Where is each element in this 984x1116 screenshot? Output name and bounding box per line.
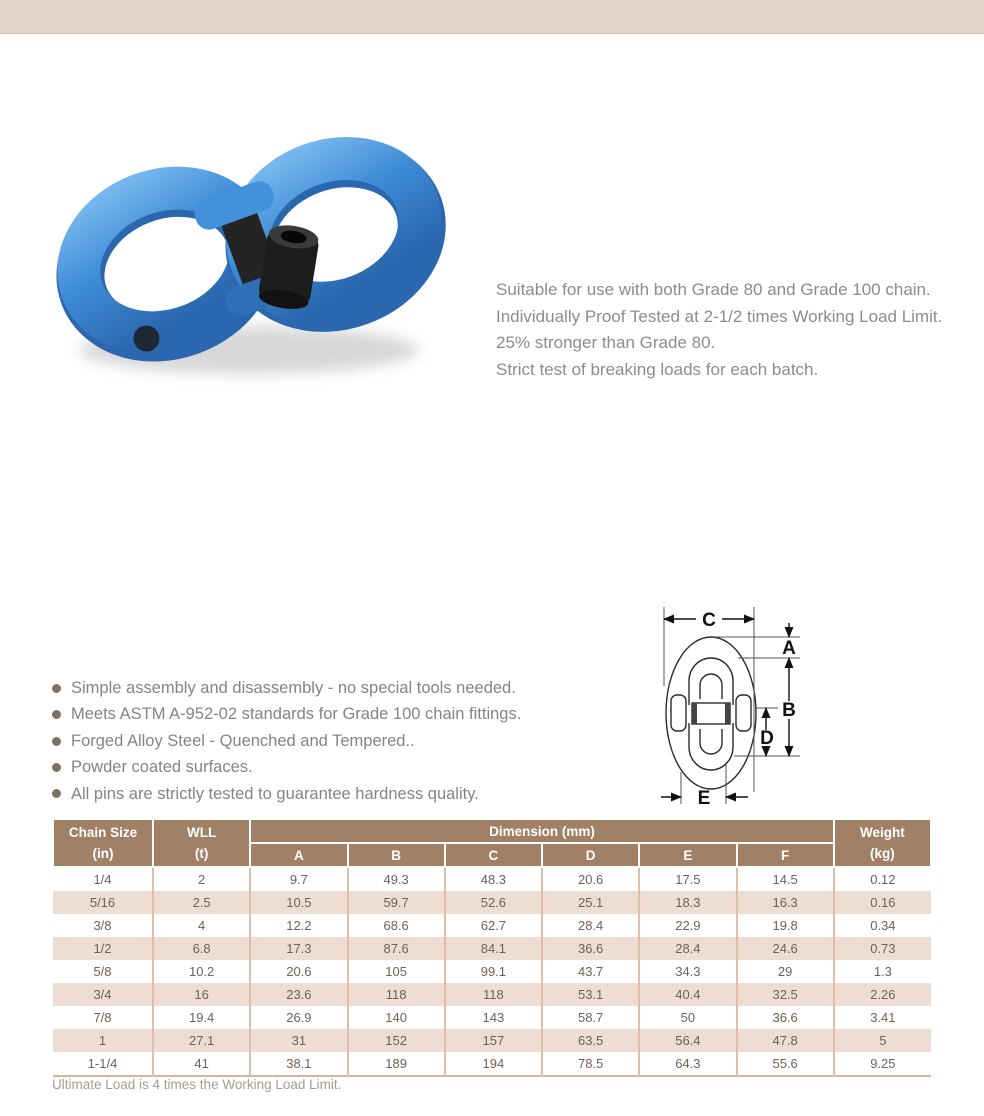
- table-cell: 1: [98, 1033, 107, 1048]
- table-cell: 99.1: [445, 960, 542, 983]
- dim-label-c: C: [702, 610, 716, 631]
- spec-table: [52, 818, 932, 1077]
- table-cell: 20.6: [250, 960, 347, 983]
- dim-label-a: A: [782, 638, 796, 659]
- table-cell: 40.4: [639, 983, 736, 1006]
- table-cell: 19.8: [737, 914, 834, 937]
- table-cell: 68.6: [348, 914, 445, 937]
- table-row: [53, 1052, 931, 1076]
- table-cell: 41: [153, 1052, 250, 1076]
- header-unit: (in): [92, 846, 114, 861]
- header-label: WLL: [187, 825, 217, 840]
- dim-label-d: D: [760, 728, 774, 749]
- table-cell: 34.3: [639, 960, 736, 983]
- table-cell: 53.1: [542, 983, 639, 1006]
- table-row: [53, 867, 931, 891]
- table-cell: 16.3: [737, 891, 834, 914]
- table-cell: 31: [250, 1029, 347, 1052]
- table-cell: 3.41: [834, 1006, 931, 1029]
- header-label: Weight: [860, 825, 905, 840]
- intro-line: Individually Proof Tested at 2-1/2 times Working Load Limit.: [496, 306, 943, 326]
- table-cell: 10.5: [250, 891, 347, 914]
- diagram-ear-right: [736, 695, 751, 731]
- table-cell: 84.1: [445, 937, 542, 960]
- diagram-ear-left: [671, 695, 686, 731]
- table-cell: 59.7: [348, 891, 445, 914]
- table-cell: 17.5: [639, 867, 736, 891]
- table-cell: 49.3: [348, 867, 445, 891]
- table-cell: 28.4: [639, 937, 736, 960]
- table-cell: 118: [445, 983, 542, 1006]
- table-cell: 23.6: [250, 983, 347, 1006]
- table-cell: 157: [445, 1029, 542, 1052]
- dim-label-e: E: [697, 788, 711, 809]
- table-cell: 43.7: [542, 960, 639, 983]
- table-cell: 2: [153, 867, 250, 891]
- table-cell: 50: [639, 1006, 736, 1029]
- table-row: [53, 937, 931, 960]
- spec-table-header: [53, 819, 931, 867]
- col-header-dim-c: C: [445, 843, 542, 867]
- table-footnote: Ultimate Load is 4 times the Working Load Limit.: [52, 1077, 342, 1092]
- header-unit: (kg): [870, 846, 895, 861]
- table-cell: 87.6: [348, 937, 445, 960]
- table-cell: 2.26: [834, 983, 931, 1006]
- col-header-dimension: Dimension (mm): [250, 819, 834, 843]
- table-cell: 12.2: [250, 914, 347, 937]
- table-cell: 20.6: [542, 867, 639, 891]
- table-row: [53, 914, 931, 937]
- dimension-diagram: [626, 586, 856, 818]
- table-cell: 3/4: [93, 987, 112, 1002]
- bullet-icon: [52, 737, 61, 746]
- table-cell: 48.3: [445, 867, 542, 891]
- diagram-inner-top2: [700, 674, 722, 699]
- table-cell: 118: [348, 983, 445, 1006]
- header-label: Chain Size: [68, 825, 138, 840]
- col-header-wll: [153, 819, 250, 867]
- diagram-link-outline: [666, 637, 756, 789]
- bullet-icon: [52, 684, 61, 693]
- diagram-inner-bottom2: [700, 729, 722, 754]
- table-cell: 5/16: [89, 895, 116, 910]
- table-cell: 1-1/4: [87, 1056, 118, 1071]
- table-cell: 2.5: [153, 891, 250, 914]
- table-cell: 0.73: [834, 937, 931, 960]
- table-cell: 14.5: [737, 867, 834, 891]
- table-cell: 9.25: [834, 1052, 931, 1076]
- bullet-icon: [52, 789, 61, 798]
- table-cell: 56.4: [639, 1029, 736, 1052]
- table-cell: 24.6: [737, 937, 834, 960]
- table-cell: 25.1: [542, 891, 639, 914]
- top-banner: [0, 0, 984, 34]
- table-cell: 5/8: [93, 964, 112, 979]
- table-cell: 36.6: [542, 937, 639, 960]
- col-header-weight: [834, 819, 931, 867]
- table-cell: 26.9: [250, 1006, 347, 1029]
- intro-line: Strict test of breaking loads for each batch.: [496, 359, 819, 379]
- table-row: [53, 960, 931, 983]
- table-cell: 47.8: [737, 1029, 834, 1052]
- table-cell: 10.2: [153, 960, 250, 983]
- table-cell: 143: [445, 1006, 542, 1029]
- table-row: [53, 983, 931, 1006]
- table-cell: 189: [348, 1052, 445, 1076]
- feature-text: All pins are strictly tested to guarantee hardness quality.: [71, 784, 479, 803]
- table-cell: 1/4: [93, 872, 112, 887]
- table-cell: 19.4: [153, 1006, 250, 1029]
- feature-item: [52, 754, 632, 780]
- table-cell: 194: [445, 1052, 542, 1076]
- table-cell: 55.6: [737, 1052, 834, 1076]
- header-unit: (t): [194, 846, 209, 861]
- table-cell: 63.5: [542, 1029, 639, 1052]
- diagram-inner-top: [689, 658, 733, 705]
- table-cell: 152: [348, 1029, 445, 1052]
- table-cell: 17.3: [250, 937, 347, 960]
- table-cell: 28.4: [542, 914, 639, 937]
- dim-label-b: B: [782, 700, 796, 721]
- table-row: [53, 891, 931, 914]
- table-cell: 58.7: [542, 1006, 639, 1029]
- table-cell: 105: [348, 960, 445, 983]
- intro-line: Suitable for use with both Grade 80 and Grade 100 chain.: [496, 280, 931, 299]
- table-cell: 62.7: [445, 914, 542, 937]
- feature-item: [52, 675, 632, 701]
- table-cell: 78.5: [542, 1052, 639, 1076]
- feature-text: Forged Alloy Steel - Quenched and Tempered..: [71, 731, 415, 750]
- col-header-chain-size: [53, 819, 153, 867]
- spec-table-body: [53, 867, 931, 1076]
- table-cell: 4: [153, 914, 250, 937]
- table-cell: 32.5: [737, 983, 834, 1006]
- feature-text: Powder coated surfaces.: [71, 758, 253, 777]
- table-cell: 52.6: [445, 891, 542, 914]
- dimension-diagram-drawing: [626, 586, 856, 818]
- table-cell: 18.3: [639, 891, 736, 914]
- table-cell: 3/8: [93, 918, 112, 933]
- table-cell: 27.1: [153, 1029, 250, 1052]
- table-cell: 1/2: [93, 941, 112, 956]
- table-cell: 38.1: [250, 1052, 347, 1076]
- bullet-icon: [52, 710, 61, 719]
- table-cell: 16: [153, 983, 250, 1006]
- table-row: [53, 1006, 931, 1029]
- bullet-icon: [52, 763, 61, 772]
- intro-line: 25% stronger than Grade 80.: [496, 333, 716, 352]
- feature-item: [52, 701, 632, 727]
- table-cell: 140: [348, 1006, 445, 1029]
- feature-list: [52, 675, 632, 807]
- product-photo: [44, 84, 448, 388]
- table-row: [53, 1029, 931, 1052]
- table-cell: 0.34: [834, 914, 931, 937]
- table-cell: 1.3: [834, 960, 931, 983]
- table-cell: 29: [737, 960, 834, 983]
- table-cell: 7/8: [93, 1010, 112, 1025]
- table-cell: 6.8: [153, 937, 250, 960]
- table-cell: 0.12: [834, 867, 931, 891]
- table-cell: 5: [834, 1029, 931, 1052]
- table-cell: 22.9: [639, 914, 736, 937]
- connecting-link-image: [44, 84, 448, 388]
- col-header-dim-f: F: [737, 843, 834, 867]
- table-cell: 0.16: [834, 891, 931, 914]
- feature-item: [52, 728, 632, 754]
- diagram-pin: [692, 703, 730, 724]
- table-cell: 36.6: [737, 1006, 834, 1029]
- table-cell: 9.7: [250, 867, 347, 891]
- feature-text: Meets ASTM A-952-02 standards for Grade 100 chain fittings.: [71, 705, 522, 724]
- intro-text: [496, 277, 974, 383]
- col-header-dim-a: A: [250, 843, 347, 867]
- col-header-dim-e: E: [639, 843, 736, 867]
- col-header-dim-d: D: [542, 843, 639, 867]
- feature-text: Simple assembly and disassembly - no special tools needed.: [71, 679, 516, 697]
- table-cell: 64.3: [639, 1052, 736, 1076]
- col-header-dim-b: B: [348, 843, 445, 867]
- feature-item: [52, 781, 632, 807]
